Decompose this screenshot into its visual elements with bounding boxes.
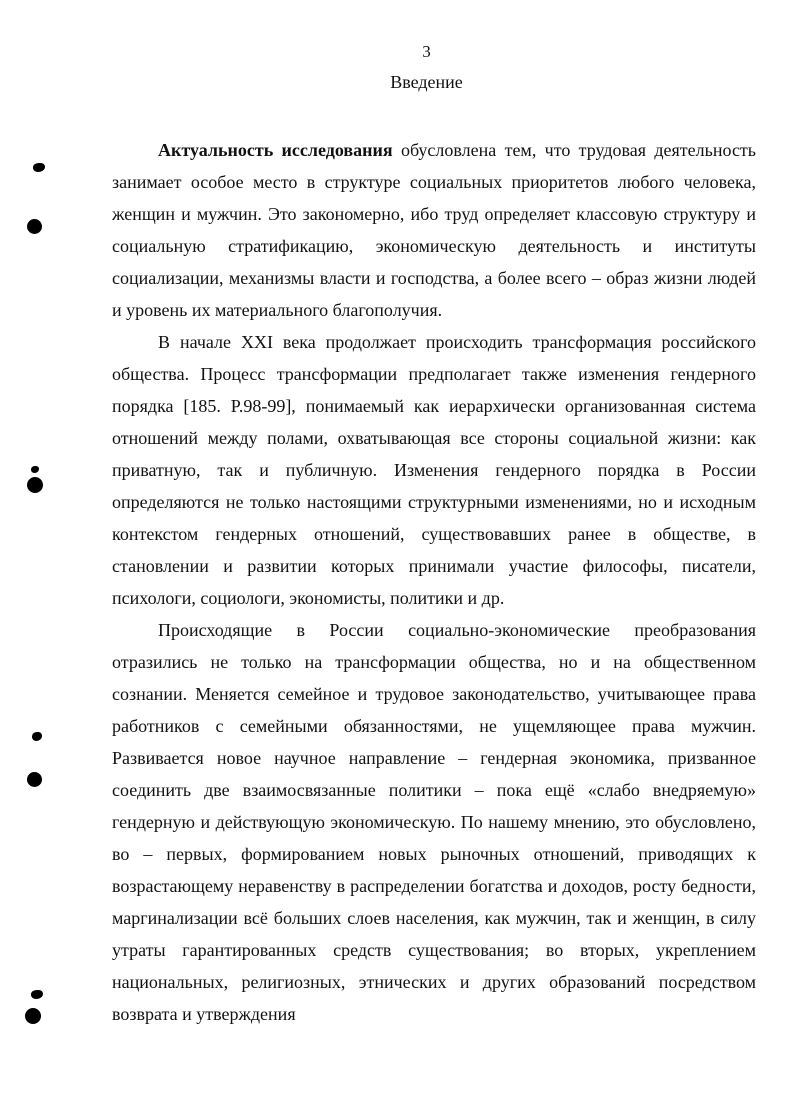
paragraph-reforms: Происходящие в России социально-экономические преобразования отразились не только на трансформации общества, но и на общественном сознании. Меняется семейное и трудовое законодательство, учитывающее права работников с семейными обязанностями, не ущемляющее права мужчин. Развивается новое научное направление – гендерная экономика, призванное соединить две взаимосвязанные политики – пока ещё «слабо внедряемую» гендерную и действующую экономическую. По нашему мнению, это обусловлено, во – первых, формированием новых рыночных отношений, приводящих к возрастающему неравенству в распределении богатства и доходов, росту бедности, маргинализации всё больших слоев населения, как мужчин, так и женщин, в силу утраты гарантированных средств существования; во вторых, укреплением национальных, религиозных, этнических и других образований посредством возврата и утверждения: [112, 620, 756, 1024]
paragraph-relevance: [112, 134, 756, 326]
paragraph-transformation: В начале XXI века продолжает происходить трансформация российского общества. Процесс трансформации предполагает также изменения гендерного порядка [185. P.98-99], понимаемый как иерархически организованная система отношений между полами, охватывающая все стороны социальной жизни: как приватную, так и публичную. Изменения гендерного порядка в России определяются не только настоящими структурными изменениями, но и исходным контекстом гендерных отношений, существовавших ранее в обществе, в становлении и развитии которых принимали участие философы, писатели, психологи, социологи, экономисты, политики и др.: [112, 332, 756, 608]
margin-blot-mark: [31, 466, 39, 473]
margin-hole-mark: [27, 772, 42, 787]
paragraph-lead-bold: Актуальность исследования: [158, 140, 393, 160]
margin-hole-mark: [25, 1008, 41, 1024]
margin-blot-mark: [31, 990, 43, 999]
margin-blot-mark: [33, 163, 45, 172]
margin-hole-mark: [27, 477, 43, 493]
page-number: 3: [422, 42, 431, 61]
section-heading: Введение: [390, 72, 463, 92]
margin-blot-mark: [32, 732, 42, 741]
body-text: [112, 134, 756, 1030]
margin-hole-mark: [27, 219, 42, 234]
paragraph-text: обусловлена тем, что трудовая деятельность занимает особое место в структуре социальных приоритетов любого человека, женщин и мужчин. Это закономерно, ибо труд определяет классовую структуру и социальную стратификацию, экономическую деятельность и институты социализации, механизмы власти и господства, а более всего – образ жизни людей и уровень их материального благополучия.: [112, 140, 757, 320]
